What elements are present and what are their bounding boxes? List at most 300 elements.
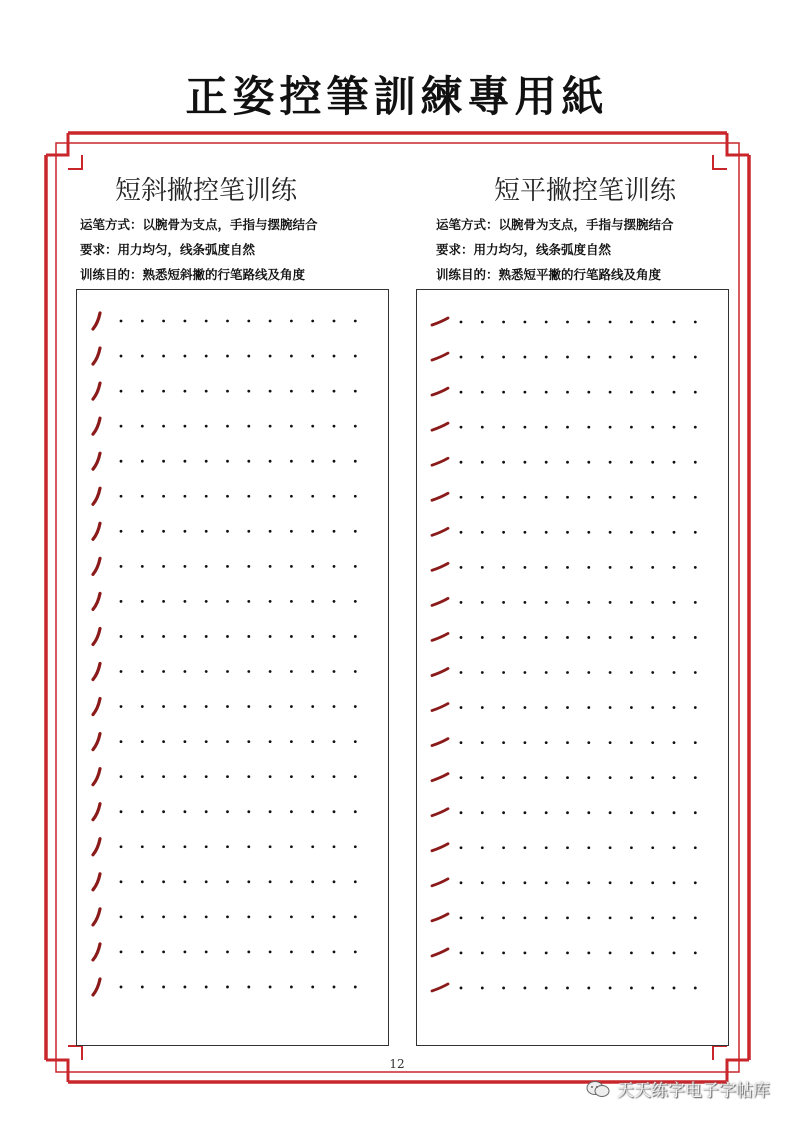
trace-dot [524,601,527,604]
trace-dot [184,390,187,393]
trace-dot [354,460,357,463]
trace-dot [460,741,463,744]
trace-dot [566,636,569,639]
trace-dot [545,916,548,919]
trace-dot [226,320,229,323]
practice-row [93,453,357,469]
short-flat-pie-stroke-icon [432,458,448,465]
trace-dot [184,951,187,954]
trace-dot [141,880,144,883]
trace-dot [162,915,165,918]
trace-dot [566,846,569,849]
short-slant-pie-stroke-icon [93,558,100,574]
trace-dot [311,915,314,918]
trace-dot [311,845,314,848]
trace-dot [269,635,272,638]
trace-dot [290,951,293,954]
trace-dot [609,601,612,604]
trace-dot [694,776,697,779]
trace-dot [354,740,357,743]
trace-dot [290,845,293,848]
short-flat-pie-stroke-icon [432,633,448,640]
trace-dot [502,566,505,569]
trace-dot [545,636,548,639]
practice-row [93,699,357,715]
trace-dot [609,916,612,919]
wechat-icon [585,1079,611,1099]
trace-dot [290,810,293,813]
trace-dot [481,987,484,990]
practice-row [93,734,357,750]
trace-dot [651,566,654,569]
trace-dot [673,741,676,744]
trace-dot [524,391,527,394]
trace-dot [587,776,590,779]
short-slant-pie-stroke-icon [93,628,100,644]
trace-dot [269,355,272,358]
trace-dot [184,565,187,568]
trace-dot [290,495,293,498]
trace-dot [162,810,165,813]
trace-dot [333,880,336,883]
trace-dot [481,952,484,955]
trace-dot [205,951,208,954]
trace-dot [587,461,590,464]
short-flat-pie-stroke-icon [432,984,448,991]
trace-dot [630,566,633,569]
trace-dot [226,600,229,603]
trace-dot [630,916,633,919]
trace-dot [354,775,357,778]
short-flat-pie-stroke-icon [432,423,448,430]
trace-dot [290,986,293,989]
trace-dot [120,775,123,778]
trace-dot [120,320,123,323]
trace-dot [162,495,165,498]
trace-dot [587,952,590,955]
trace-dot [673,531,676,534]
practice-row [93,558,357,574]
trace-dot [460,811,463,814]
practice-row [93,418,357,434]
short-flat-pie-stroke-icon [432,879,448,886]
trace-dot [247,530,250,533]
trace-dot [247,845,250,848]
trace-dot [502,846,505,849]
short-flat-pie-stroke-icon [432,563,448,570]
trace-dot [162,530,165,533]
practice-row [93,593,357,609]
trace-dot [694,706,697,709]
trace-dot [630,321,633,324]
practice-row [93,628,357,644]
short-slant-pie-stroke-icon [93,979,100,995]
trace-dot [247,425,250,428]
left-method-text: 运笔方式：以腕骨为支点，手指与摆腕结合 [80,217,318,232]
practice-row [93,313,357,329]
trace-dot [354,810,357,813]
trace-dot [311,670,314,673]
trace-dot [673,601,676,604]
trace-dot [545,496,548,499]
trace-dot [269,320,272,323]
short-slant-pie-stroke-icon [93,488,100,504]
trace-dot [481,461,484,464]
practice-row [93,523,357,539]
trace-dot [247,986,250,989]
trace-dot [460,671,463,674]
short-flat-pie-stroke-icon [432,914,448,921]
short-flat-pie-stroke-icon [432,493,448,500]
trace-dot [120,880,123,883]
short-slant-pie-stroke-icon [93,804,100,820]
trace-dot [354,635,357,638]
practice-row [432,879,697,886]
trace-dot [205,460,208,463]
trace-dot [162,951,165,954]
trace-dot [311,320,314,323]
trace-dot [311,986,314,989]
trace-dot [524,987,527,990]
trace-dot [502,706,505,709]
trace-dot [651,601,654,604]
trace-dot [481,321,484,324]
trace-dot [609,987,612,990]
trace-dot [694,496,697,499]
trace-dot [120,986,123,989]
practice-row [432,458,697,465]
short-slant-pie-stroke-icon [93,383,100,399]
trace-dot [184,355,187,358]
trace-dot [162,880,165,883]
trace-dot [354,425,357,428]
trace-dot [333,600,336,603]
trace-dot [311,425,314,428]
trace-dot [460,321,463,324]
trace-dot [120,425,123,428]
trace-dot [184,495,187,498]
trace-dot [141,320,144,323]
right-column-title: 短平撇控笔训练 [494,176,677,206]
trace-dot [247,951,250,954]
trace-dot [545,566,548,569]
short-slant-pie-stroke-icon [93,418,100,434]
trace-dot [247,565,250,568]
practice-row [432,633,697,640]
trace-dot [545,531,548,534]
trace-dot [205,495,208,498]
trace-dot [205,775,208,778]
trace-dot [247,355,250,358]
trace-dot [141,810,144,813]
trace-dot [630,636,633,639]
trace-dot [481,356,484,359]
watermark [585,1076,770,1101]
trace-dot [630,496,633,499]
trace-dot [290,600,293,603]
trace-dot [694,741,697,744]
trace-dot [524,916,527,919]
trace-dot [311,740,314,743]
trace-dot [162,355,165,358]
trace-dot [609,741,612,744]
trace-dot [333,810,336,813]
short-slant-pie-stroke-icon [93,664,100,680]
trace-dot [673,811,676,814]
trace-dot [609,391,612,394]
trace-dot [502,741,505,744]
trace-dot [290,880,293,883]
trace-dot [609,881,612,884]
frame-corner-ornament [711,133,749,171]
right-practice-box[interactable] [416,289,729,1046]
trace-dot [481,636,484,639]
trace-dot [311,530,314,533]
trace-dot [651,952,654,955]
trace-dot [460,601,463,604]
trace-dot [524,671,527,674]
trace-dot [205,355,208,358]
trace-dot [545,671,548,674]
trace-dot [694,461,697,464]
trace-dot [481,811,484,814]
trace-dot [566,987,569,990]
trace-dot [120,915,123,918]
trace-dot [290,565,293,568]
trace-dot [587,566,590,569]
practice-row [93,839,357,855]
practice-row [432,914,697,921]
trace-dot [333,986,336,989]
trace-dot [247,705,250,708]
trace-dot [651,987,654,990]
trace-dot [460,636,463,639]
trace-dot [673,636,676,639]
trace-dot [630,881,633,884]
short-flat-pie-stroke-icon [432,949,448,956]
trace-dot [226,810,229,813]
trace-dot [247,775,250,778]
trace-dot [630,601,633,604]
trace-dot [333,775,336,778]
practice-row [432,318,697,325]
trace-dot [609,496,612,499]
trace-dot [524,426,527,429]
trace-dot [184,600,187,603]
trace-dot [269,880,272,883]
trace-dot [269,986,272,989]
trace-dot [502,952,505,955]
frame-corner-ornament [46,133,84,171]
trace-dot [354,565,357,568]
trace-dot [502,776,505,779]
trace-dot [524,496,527,499]
trace-dot [566,531,569,534]
practice-row [93,944,357,960]
short-slant-pie-stroke-icon [93,453,100,469]
trace-dot [630,461,633,464]
trace-dot [205,390,208,393]
left-practice-box[interactable] [76,289,389,1046]
trace-dot [184,986,187,989]
trace-dot [630,671,633,674]
trace-dot [247,915,250,918]
trace-dot [269,460,272,463]
trace-dot [354,390,357,393]
trace-dot [651,391,654,394]
trace-dot [651,706,654,709]
trace-dot [673,846,676,849]
trace-dot [141,390,144,393]
trace-dot [524,952,527,955]
short-slant-pie-stroke-icon [93,839,100,855]
trace-dot [290,460,293,463]
trace-dot [524,811,527,814]
trace-dot [354,705,357,708]
trace-dot [630,706,633,709]
trace-dot [524,321,527,324]
trace-dot [566,426,569,429]
trace-dot [587,321,590,324]
short-slant-pie-stroke-icon [93,348,100,364]
trace-dot [694,426,697,429]
trace-dot [694,531,697,534]
trace-dot [269,390,272,393]
trace-dot [354,495,357,498]
short-slant-pie-stroke-icon [93,523,100,539]
short-flat-pie-stroke-icon [432,844,448,851]
trace-dot [333,951,336,954]
trace-dot [481,706,484,709]
trace-dot [141,600,144,603]
trace-dot [545,321,548,324]
trace-dot [269,670,272,673]
trace-dot [502,811,505,814]
practice-row [432,598,697,605]
trace-dot [609,952,612,955]
trace-dot [481,566,484,569]
trace-dot [247,635,250,638]
trace-dot [673,706,676,709]
trace-dot [587,671,590,674]
trace-dot [502,636,505,639]
trace-dot [566,741,569,744]
trace-dot [545,846,548,849]
trace-dot [141,670,144,673]
trace-dot [162,390,165,393]
trace-dot [311,600,314,603]
trace-dot [587,916,590,919]
trace-dot [460,706,463,709]
trace-dot [205,705,208,708]
trace-dot [184,810,187,813]
left-column-title: 短斜撇控笔训练 [115,176,298,206]
trace-dot [694,566,697,569]
trace-dot [184,670,187,673]
trace-dot [354,530,357,533]
trace-dot [673,952,676,955]
trace-dot [333,565,336,568]
trace-dot [694,952,697,955]
trace-dot [673,496,676,499]
trace-dot [566,916,569,919]
trace-dot [354,355,357,358]
practice-row [432,353,697,360]
trace-dot [290,705,293,708]
trace-dot [502,916,505,919]
trace-dot [226,986,229,989]
trace-dot [587,811,590,814]
trace-dot [290,670,293,673]
trace-dot [354,320,357,323]
trace-dot [609,636,612,639]
trace-dot [247,740,250,743]
watermark-text: 天天练字电子字帖库 [617,1081,770,1101]
page-title: 正姿控筆訓練專用紙 [185,72,609,121]
trace-dot [460,356,463,359]
trace-dot [269,495,272,498]
trace-dot [120,530,123,533]
trace-dot [162,705,165,708]
trace-dot [481,881,484,884]
short-flat-pie-stroke-icon [432,809,448,816]
trace-dot [226,951,229,954]
trace-dot [566,601,569,604]
trace-dot [162,600,165,603]
trace-dot [502,356,505,359]
trace-dot [226,880,229,883]
trace-dot [269,425,272,428]
trace-dot [311,810,314,813]
short-slant-pie-stroke-icon [93,944,100,960]
trace-dot [290,390,293,393]
trace-dot [247,810,250,813]
trace-dot [311,460,314,463]
trace-dot [354,951,357,954]
trace-dot [481,531,484,534]
trace-dot [566,671,569,674]
trace-dot [162,565,165,568]
left-requirement-text: 要求：用力均匀，线条弧度自然 [80,242,256,257]
trace-dot [694,671,697,674]
trace-dot [630,811,633,814]
trace-dot [673,987,676,990]
trace-dot [651,426,654,429]
trace-dot [290,635,293,638]
practice-row [432,844,697,851]
trace-dot [524,776,527,779]
trace-dot [354,986,357,989]
trace-dot [184,915,187,918]
trace-dot [333,705,336,708]
trace-dot [694,601,697,604]
short-flat-pie-stroke-icon [432,774,448,781]
trace-dot [354,845,357,848]
trace-dot [481,741,484,744]
trace-dot [226,390,229,393]
practice-row [432,669,697,676]
trace-dot [184,740,187,743]
practice-row [432,949,697,956]
practice-row [93,488,357,504]
trace-dot [630,952,633,955]
trace-dot [205,740,208,743]
trace-dot [205,915,208,918]
trace-dot [673,916,676,919]
trace-dot [226,740,229,743]
trace-dot [269,705,272,708]
left-dot-grid [77,290,390,1047]
